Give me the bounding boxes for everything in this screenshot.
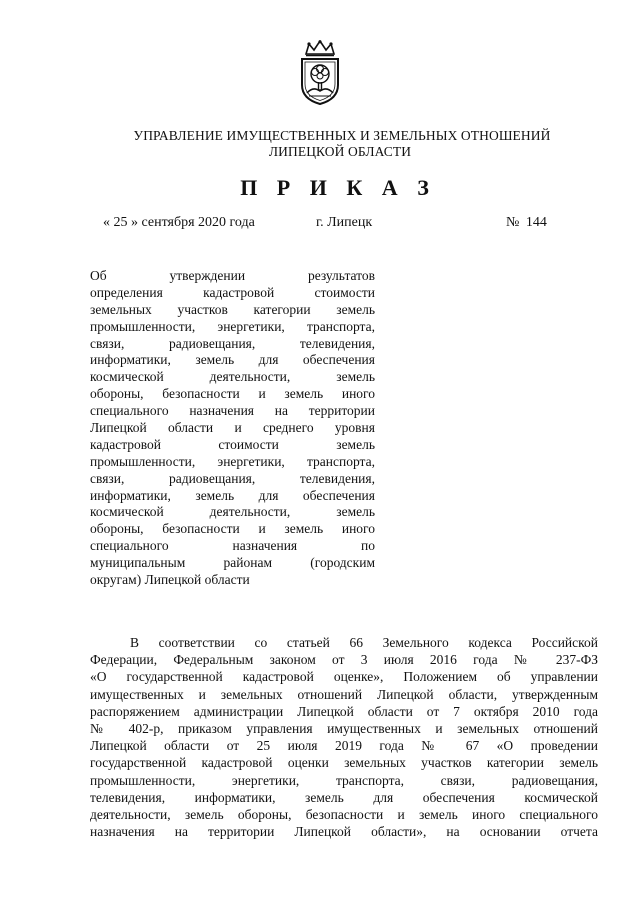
subject-line: специального назначения на территории (90, 403, 375, 419)
subject-line: связи, радиовещания, телевидения, (90, 335, 375, 351)
body-line: деятельности, земель обороны, безопасности и земель иного специального (90, 806, 598, 822)
body-line: «О государственной кадастровой оценке», Положением об управлении (90, 669, 598, 685)
document-type-title: П Р И К А З (240, 175, 436, 200)
organization-name-line2: ЛИПЕЦКОЙ ОБЛАСТИ (268, 144, 412, 159)
body-line: распоряжением администрации Липецкой области от 7 октября 2010 года (90, 703, 598, 719)
body-line: государственной кадастровой оценки земельных участков категории земель (90, 755, 598, 771)
subject-line: муниципальным районам (городским (90, 555, 375, 571)
subject-line: космической деятельности, земель (90, 369, 375, 385)
subject-line: обороны, безопасности и земель иного (90, 386, 375, 402)
subject-line: земельных участков категории земель (90, 301, 375, 317)
body-line: № 402-р, приказом управления имущественных и земельных отношений (90, 720, 598, 736)
document-number: № 144 (506, 215, 547, 230)
subject-line: кадастровой стоимости земель (90, 436, 375, 452)
body-line: имущественных и земельных отношений Липецкой области, утвержденным (90, 686, 598, 702)
subject-line: космической деятельности, земель (90, 504, 375, 520)
document-city: г. Липецк (316, 215, 373, 230)
subject-line: определения кадастровой стоимости (90, 284, 375, 300)
document-subject (90, 268, 375, 589)
document-date: « 25 » сентября 2020 года (103, 215, 255, 230)
subject-line: Об утверждении результатов (90, 268, 375, 283)
subject-line: округам) Липецкой области (90, 572, 250, 588)
subject-line: обороны, безопасности и земель иного (90, 521, 375, 537)
body-line: назначения на территории Липецкой области», на основании отчета (90, 824, 598, 840)
body-line: Липецкой области от 25 июля 2019 года № 67 «О проведении (90, 738, 598, 754)
body-line: телевидения, информатики, земель для обеспечения космической (90, 789, 598, 805)
subject-line: Липецкой области и среднего уровня (90, 420, 375, 436)
subject-line: информатики, земель для обеспечения (90, 487, 375, 503)
body-line: В соответствии со статьей 66 Земельного кодекса Российской (130, 635, 598, 650)
document-body (90, 634, 598, 840)
subject-line: промышленности, энергетики, транспорта, (90, 453, 375, 469)
coat-of-arms-icon (297, 40, 343, 106)
body-line: Федерации, Федеральным законом от 3 июля 2016 года № 237-ФЗ (90, 652, 598, 668)
organization-name-line1: УПРАВЛЕНИЕ ИМУЩЕСТВЕННЫХ И ЗЕМЕЛЬНЫХ ОТНОШЕНИЙ (133, 128, 551, 143)
body-line: промышленности, энергетики, транспорта, связи, радиовещания, (90, 772, 598, 788)
subject-line: связи, радиовещания, телевидения, (90, 470, 375, 486)
subject-line: специального назначения по (90, 538, 375, 554)
subject-line: промышленности, энергетики, транспорта, (90, 318, 375, 334)
subject-line: информатики, земель для обеспечения (90, 352, 375, 368)
